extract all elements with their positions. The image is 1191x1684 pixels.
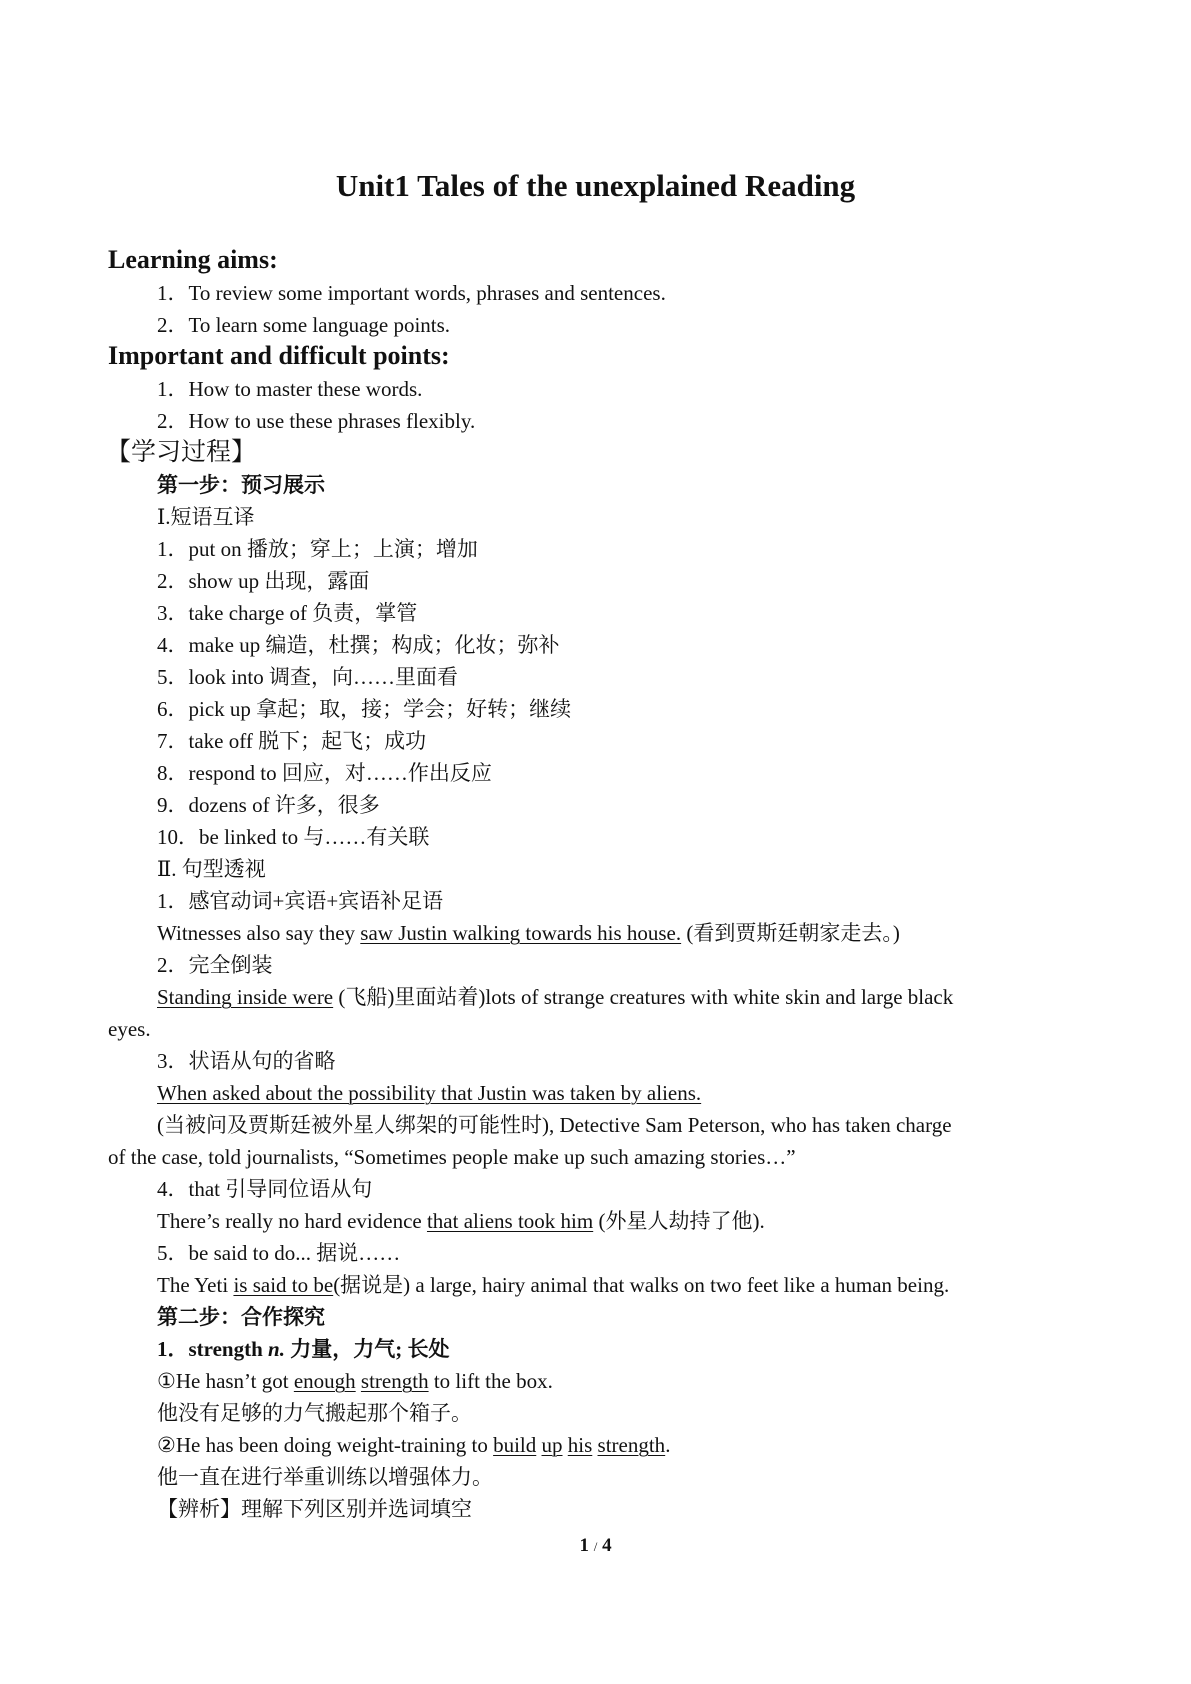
underlined-phrase: that aliens took him — [426, 1209, 594, 1233]
phrase-section-heading: Ⅰ.短语互译 — [157, 505, 255, 529]
example-translation: 他一直在进行举重训练以增强体力。 — [157, 1465, 493, 1489]
key-points-heading: Important and difficult points: — [108, 341, 450, 370]
example-sentence-continued: of the case, told journalists, “Sometimes people make up such amazing stories…” — [108, 1145, 796, 1169]
learning-aims-heading: Learning aims: — [108, 245, 278, 274]
sentence-section-heading: Ⅱ. 句型透视 — [157, 857, 266, 881]
page-number: 1 / 4 — [579, 1535, 612, 1556]
step1-heading: 第一步：预习展示 — [157, 473, 325, 497]
example-sentence: Witnesses also say they saw Justin walking towards his house. (看到贾斯廷朝家走去。) — [157, 921, 900, 945]
point-item: 1．How to master these words. — [157, 377, 423, 401]
example-sentence — [157, 1079, 701, 1107]
example-sentence: ②He has been doing weight-training to build up his strength. — [157, 1433, 671, 1457]
example-sentence: There’s really no hard evidence that aliens took him (外星人劫持了他). — [157, 1209, 765, 1233]
aim-item: 1．To review some important words, phrases and sentences. — [157, 281, 666, 305]
sentence-pattern-label: 3．状语从句的省略 — [157, 1049, 336, 1073]
sentence-pattern-label: 2．完全倒装 — [157, 953, 273, 977]
page-title: Unit1 Tales of the unexplained Reading — [335, 168, 856, 203]
phrase-item: 6．pick up 拿起；取，接；学会；好转；继续 — [157, 697, 572, 721]
phrase-item: 2．show up 出现，露面 — [157, 569, 370, 593]
phrase-item: 9．dozens of 许多，很多 — [157, 793, 380, 817]
point-item: 2．How to use these phrases flexibly. — [157, 409, 476, 433]
sentence-pattern-label: 1．感官动词+宾语+宾语补足语 — [157, 889, 444, 913]
phrase-item: 7．take off 脱下；起飞；成功 — [157, 729, 427, 753]
underlined-phrase: is said to be — [233, 1273, 334, 1297]
process-heading: 【学习过程】 — [106, 439, 257, 466]
phrase-item: 10．be linked to 与……有关联 — [157, 825, 430, 849]
example-sentence: Standing inside were (飞船)里面站着)lots of strange creatures with white skin and large black — [157, 985, 954, 1009]
phrase-item: 3．take charge of 负责，掌管 — [157, 601, 418, 625]
phrase-item: 4．make up 编造，杜撰；构成；化妆；弥补 — [157, 633, 560, 657]
underlined-phrase: When asked about the possibility that Justin was taken by aliens. — [157, 1081, 702, 1105]
example-sentence-continued: eyes. — [108, 1017, 151, 1041]
sentence-pattern-label: 4．that 引导同位语从句 — [157, 1177, 373, 1201]
example-sentence: The Yeti is said to be(据说是) a large, hairy animal that walks on two feet like a human being. — [157, 1273, 950, 1297]
step2-heading: 第二步：合作探究 — [157, 1305, 325, 1329]
underlined-phrase: Standing inside were — [157, 985, 334, 1009]
underlined-phrase: saw Justin walking towards his house. — [360, 921, 682, 945]
example-sentence: ①He hasn’t got enough strength to lift the box. — [157, 1369, 553, 1393]
analysis-heading: 【辨析】理解下列区别并选词填空 — [157, 1497, 472, 1521]
vocab-entry: 1．strength n. 力量，力气; 长处 — [157, 1337, 450, 1361]
aim-item: 2．To learn some language points. — [157, 313, 451, 337]
phrase-item: 1．put on 播放；穿上；上演；增加 — [157, 537, 478, 561]
example-sentence-continued: (当被问及贾斯廷被外星人绑架的可能性时), Detective Sam Peterson, who has taken charge — [157, 1113, 952, 1137]
phrase-item: 8．respond to 回应，对……作出反应 — [157, 761, 492, 785]
sentence-pattern-label: 5．be said to do... 据说…… — [157, 1241, 401, 1265]
example-translation: 他没有足够的力气搬起那个箱子。 — [157, 1401, 472, 1425]
phrase-item: 5．look into 调查，向……里面看 — [157, 665, 459, 689]
